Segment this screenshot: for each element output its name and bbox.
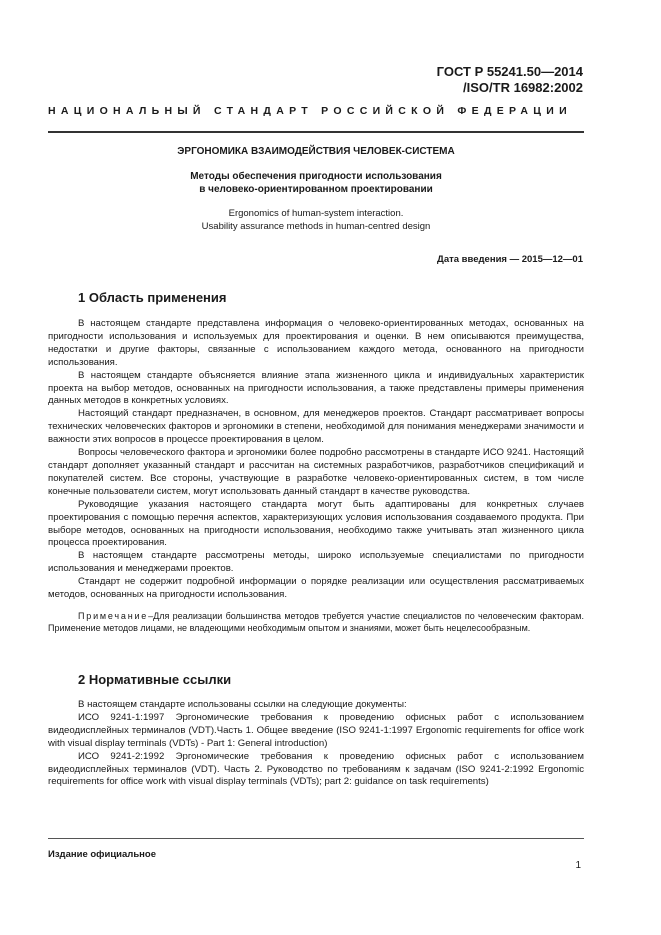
reference-item: ИСО 9241-2:1992 Эргономические требования к проведению офисных работ с использованием видеодисплейных терминалов (VDT). Часть 2. Руководство по требованиям к задачам (ISO 9241-2:1992 Ergonomic requirements for office work with visual display terminals (VDTs); part 2: guidance on task requirements)	[48, 750, 584, 788]
paragraph: Стандарт не содержит подробной информации о порядке реализации или осуществления рассматриваемых методов, основанных на пригодности использования.	[48, 576, 584, 601]
header-divider	[48, 131, 584, 133]
paragraph: В настоящем стандарте использованы ссылки на следующие документы:	[78, 699, 407, 710]
english-subtitle	[48, 207, 584, 233]
paragraph: В настоящем стандарте рассмотрены методы, широко используемые специалистами по пригодности использования и менеджерами проектов.	[48, 550, 584, 575]
paragraph: В настоящем стандарте представлена информация о человеко-ориентированных методах, основанных на пригодности использования и используемых для проектирования и оценки. В нем описываются преимущества, недостатки и другие факторы, связанные с использованием каждого метода, основанного на пригодности использования.	[48, 318, 584, 368]
reference-item: ИСО 9241-1:1997 Эргономические требования к проведению офисных работ с использованием видеодисплейных терминалов (VDT).Часть 1. Общее введение (ISO 9241-1:1997 Ergonomic requirements for office work with visual display terminals (VDTs) - Part 1: General introduction)	[48, 711, 584, 749]
gost-number: ГОСТ Р 55241.50—2014	[436, 64, 583, 79]
introduction-date: Дата введения — 2015—12—01	[437, 254, 583, 265]
section-body-scope	[48, 318, 584, 635]
official-edition-label: Издание официальное	[48, 849, 156, 860]
footer-divider	[48, 838, 584, 839]
paragraph: Руководящие указания настоящего стандарта могут быть адаптированы для конкретных случаев проектирования с помощью перечня аспектов, характеризующих условия использования создаваемого продукта. При выборе методов, основанных на пригодности использования, необходимо также учитывать этап жизненного цикла процесса проектирования.	[48, 498, 584, 549]
section-body-references	[48, 699, 584, 789]
note-text: –Для реализации большинства методов требуется участие специалистов по человеческим факторам. Применение методов лицами, не владеющими необходимым опытом и знаниями, может быть нецелесообразным.	[48, 610, 584, 634]
russian-subtitle-line-1: Методы обеспечения пригодности использования	[190, 171, 442, 182]
section-heading-references: 2 Нормативные ссылки	[78, 672, 232, 687]
section-heading-scope: 1 Область применения	[78, 290, 227, 305]
paragraph: Настоящий стандарт предназначен, в основном, для менеджеров проектов. Стандарт рассматривает вопросы технических человеческих факторов и эргономики в степени, необходимой для понимания менеджерами значимости и важности этих вопросов в процессе проектирования в целом.	[48, 408, 584, 446]
page-number: 1	[575, 860, 581, 871]
english-subtitle-line-2: Usability assurance methods in human-centred design	[201, 221, 431, 232]
english-subtitle-line-1: Ergonomics of human-system interaction.	[228, 208, 404, 219]
russian-subtitle-line-2: в человеко-ориентированном проектировании	[199, 184, 433, 195]
national-standard-banner: НАЦИОНАЛЬНЫЙ СТАНДАРТ РОССИЙСКОЙ ФЕДЕРАЦИИ	[48, 105, 572, 117]
note-label: Примечание	[78, 610, 149, 621]
document-identifier	[437, 64, 583, 96]
iso-number: /ISO/TR 16982:2002	[463, 80, 583, 95]
russian-subtitle	[48, 170, 584, 196]
paragraph: Вопросы человеческого фактора и эргономики более подробно рассмотрены в стандарте ИСО 9241. Настоящий стандарт дополняет указанный стандарт и рассчитан на системных разработчиков, разработчиков спецификаций и покупателей систем. Все стороны, участвующие в разработке человеко-ориентированных систем, в том числе конечные пользователи систем, могут использовать данный стандарт в качестве руководства.	[48, 447, 584, 497]
standard-title: ЭРГОНОМИКА ВЗАИМОДЕЙСТВИЯ ЧЕЛОВЕК-СИСТЕМА	[177, 146, 455, 157]
paragraph: В настоящем стандарте объясняется влияние этапа жизненного цикла и индивидуальных характеристик проекта на выбор методов, основанных на пригодности использования, а также представлены примеры применения данных методов в конкретных условиях.	[48, 369, 584, 407]
note	[48, 610, 584, 635]
